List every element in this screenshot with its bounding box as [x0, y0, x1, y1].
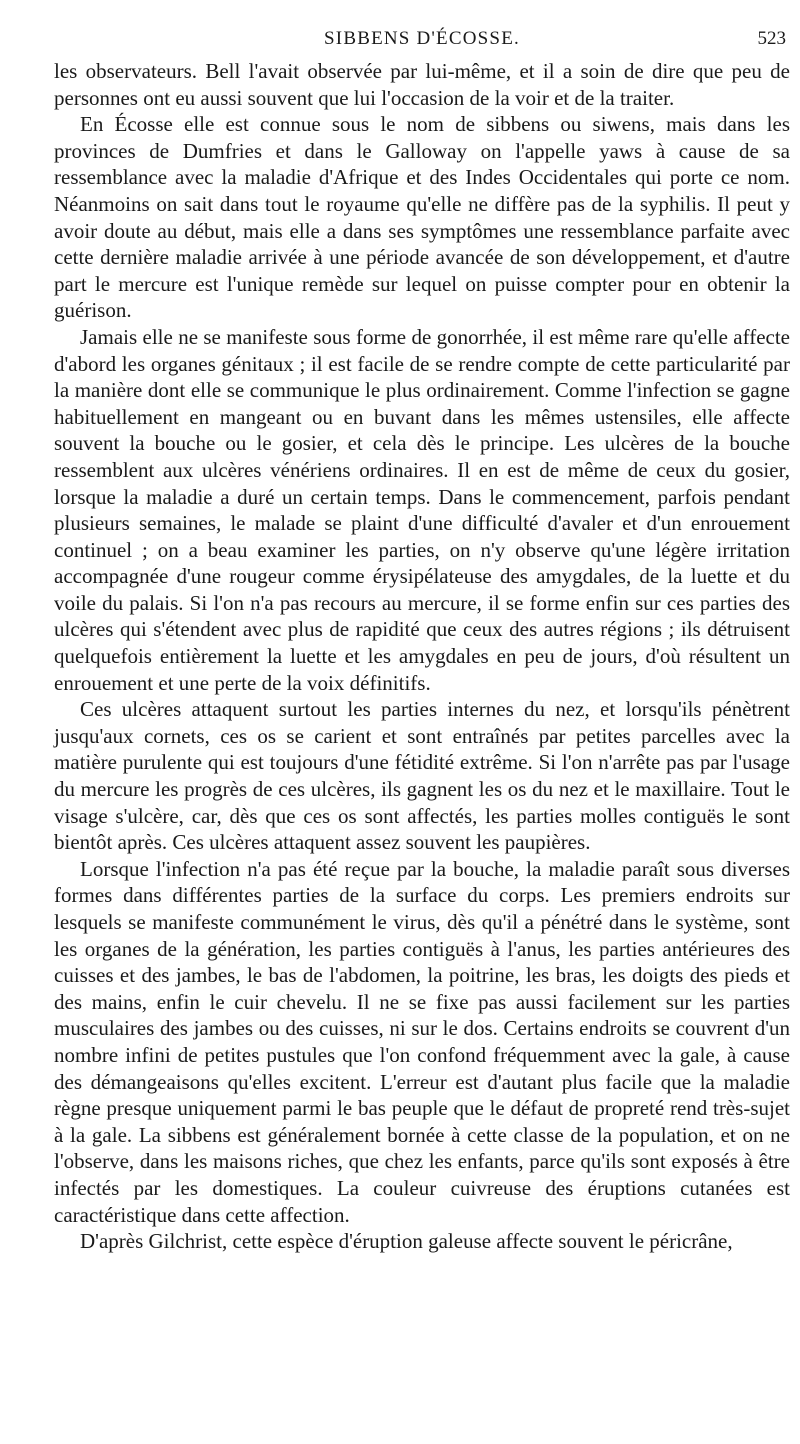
page-number: 523 [757, 28, 786, 49]
paragraph-continuation: les observateurs. Bell l'avait observée par lui-même, et il a soin de dire que peu de personnes ont eu aussi souvent que lui l'occasion de la voir et de la traiter. [54, 59, 790, 110]
body-text [54, 58, 790, 1255]
paragraph-gonorrhee: Jamais elle ne se manifeste sous forme de gonorrhée, il est même rare qu'elle affecte d'abord les organes génitaux ; il est facile de se rendre compte de cette particularité par la manière dont elle se communique le plus ordinairement. Comme l'infection se gagne habituellement en mangeant ou en buvant dans les mêmes ustensiles, elle affecte souvent la bouche ou le gosier, et cela dès le principe. Les ulcères de la bouche ressemblent aux ulcères vénériens ordinaires. Il en est de même de ceux du gosier, lorsque la maladie a duré un certain temps. Dans le commencement, parfois pendant plusieurs semaines, le malade se plaint d'une difficulté d'avaler et d'un enrouement continuel ; on a beau examiner les parties, on n'y observe qu'une légère irritation accompagnée d'une rougeur comme érysipélateuse des amygdales, de la luette et du voile du palais. Si l'on n'a pas recours au mercure, il se forme enfin sur ces parties des ulcères qui s'étendent avec plus de rapidité que ceux des autres régions ; ils détruisent quelquefois entièrement la luette et les amygdales en peu de jours, d'où résultent un enrouement et une perte de la voix définitifs. [54, 324, 790, 695]
paragraph-ecosse: En Écosse elle est connue sous le nom de sibbens ou siwens, mais dans les provinces de Dumfries et dans le Galloway on l'appelle yaws à cause de sa ressemblance avec la maladie d'Afrique et des Indes Occidentales qui porte ce nom. Néanmoins on sait dans tout le royaume qu'elle ne diffère pas de la syphilis. Il peut y avoir doute au début, mais elle a dans ses symptômes une ressemblance parfaite avec cette dernière maladie arrivée à une période avancée de son développement, et d'autre part le mercure est l'unique remède sur lequel on puisse compter pour en obtenir la guérison. [54, 112, 790, 323]
running-head [54, 28, 790, 54]
paragraph-ulceres-nez: Ces ulcères attaquent surtout les parties internes du nez, et lorsqu'ils pénètrent jusqu'aux cornets, ces os se carient et sont entraînés par petites parcelles avec la matière purulente qui est toujours d'une fétidité extrême. Si l'on n'arrête pas par l'usage du mercure les progrès de ces ulcères, ils gagnent les os du nez et le maxillaire. Tout le visage s'ulcère, car, dès que ces os sont affectés, les parties molles contiguës le sont bientôt après. Ces ulcères attaquent assez souvent les paupières. [54, 697, 790, 855]
paragraph-infection-surface: Lorsque l'infection n'a pas été reçue par la bouche, la maladie paraît sous diverses formes dans différentes parties de la surface du corps. Les premiers endroits sur lesquels se manifeste communément le virus, dès qu'il a pénétré dans le système, sont les organes de la génération, les parties contiguës à l'anus, les parties antérieures des cuisses et des jambes, le bas de l'abdomen, la poitrine, les bras, les doigts des pieds et des mains, enfin le cuir chevelu. Il ne se fixe pas aussi facilement sur les parties musculaires des jambes ou des cuisses, ni sur le dos. Certains endroits se couvrent d'un nombre infini de petites pustules que l'on confond fréquemment avec la gale, à cause des démangeaisons qu'elles excitent. L'erreur est d'autant plus facile que la maladie règne presque uniquement parmi le bas peuple que le défaut de propreté rend très-sujet à la gale. La sibbens est généralement bornée à cette classe de la population, et on ne l'observe, dans les maisons riches, que chez les enfants, parce qu'ils sont exposés à être infectés par les domestiques. La couleur cuivreuse des éruptions cutanées est caractéristique dans cette affection. [54, 856, 790, 1227]
running-title: SIBBENS D'ÉCOSSE. [324, 28, 520, 49]
paragraph-gilchrist: D'après Gilchrist, cette espèce d'éruption galeuse affecte souvent le péricrâne, [80, 1229, 733, 1254]
